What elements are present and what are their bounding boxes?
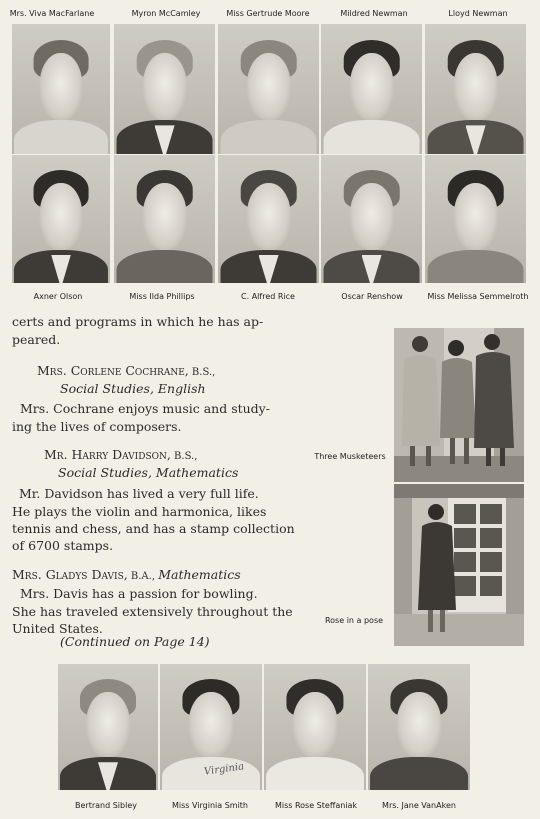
caption-phillips: Miss Ilda Phillips xyxy=(129,292,195,301)
caption-semmelroth: Miss Melissa Semmelroth xyxy=(427,292,529,301)
davis-heading: Mrs. Gladys Davis, B.A., Mathematics xyxy=(12,567,241,582)
portrait-steffaniak xyxy=(264,664,366,790)
caption-mccamley: Myron McCamley xyxy=(131,9,201,18)
davidson-line-1: Mr. Davidson has lived a very full life. xyxy=(19,486,259,501)
portrait-macfarlane xyxy=(12,24,110,154)
davis-line-3: United States. xyxy=(12,621,103,636)
continued-note: (Continued on Page 14) xyxy=(60,634,210,649)
portrait-moore xyxy=(218,24,319,154)
caption-olson: Axner Olson xyxy=(33,292,83,301)
portrait-rice xyxy=(218,155,319,283)
photo-three-musketeers xyxy=(394,328,524,482)
davidson-line-3: tennis and chess, and has a stamp collection xyxy=(12,521,295,536)
portrait-renshow xyxy=(321,155,422,283)
caption-vanaken: Mrs. Jane VanAken xyxy=(382,801,456,810)
cochrane-subjects: Social Studies, English xyxy=(60,381,206,396)
caption-renshow: Oscar Renshow xyxy=(341,292,403,301)
caption-lloyd-newman: Lloyd Newman xyxy=(448,9,508,18)
caption-rice: C. Alfred Rice xyxy=(241,292,295,301)
portrait-sibley xyxy=(58,664,158,790)
davis-line-2: She has traveled extensively throughout the xyxy=(12,604,293,619)
caption-macfarlane: Mrs. Viva MacFarlane xyxy=(9,9,95,18)
photo-rose-in-a-pose xyxy=(394,484,524,646)
davidson-subjects: Social Studies, Mathematics xyxy=(58,465,239,480)
caption-moore: Miss Gertrude Moore xyxy=(226,9,310,18)
davidson-heading: Mr. Harry Davidson, B.S., xyxy=(44,447,198,462)
body-line-2: peared. xyxy=(12,332,61,347)
caption-steffaniak: Miss Rose Steffaniak xyxy=(274,801,358,810)
portrait-semmelroth xyxy=(425,155,526,283)
davidson-line-4: of 6700 stamps. xyxy=(12,538,114,553)
portrait-vanaken xyxy=(368,664,470,790)
cochrane-line-2: ing the lives of composers. xyxy=(12,419,182,434)
portrait-smith xyxy=(160,664,262,790)
davidson-line-2: He plays the violin and harmonica, likes xyxy=(12,504,267,519)
caption-rose-in-a-pose: Rose in a pose xyxy=(324,616,384,625)
body-line-1: certs and programs in which he has ap- xyxy=(12,314,264,329)
portrait-phillips xyxy=(114,155,215,283)
caption-smith: Miss Virginia Smith xyxy=(171,801,249,810)
caption-sibley: Bertrand Sibley xyxy=(75,801,137,810)
caption-mildred-newman: Mildred Newman xyxy=(340,9,408,18)
cochrane-heading: Mrs. Corlene Cochrane, B.S., xyxy=(37,363,216,378)
portrait-mildred-newman xyxy=(321,24,422,154)
autograph-signature: Virginia xyxy=(203,761,245,778)
davis-line-1: Mrs. Davis has a passion for bowling. xyxy=(20,586,258,601)
portrait-mccamley xyxy=(114,24,215,154)
portrait-lloyd-newman xyxy=(425,24,526,154)
portrait-olson xyxy=(12,155,110,283)
caption-three-musketeers: Three Musketeers xyxy=(314,452,386,461)
cochrane-line-1: Mrs. Cochrane enjoys music and study- xyxy=(20,401,270,416)
